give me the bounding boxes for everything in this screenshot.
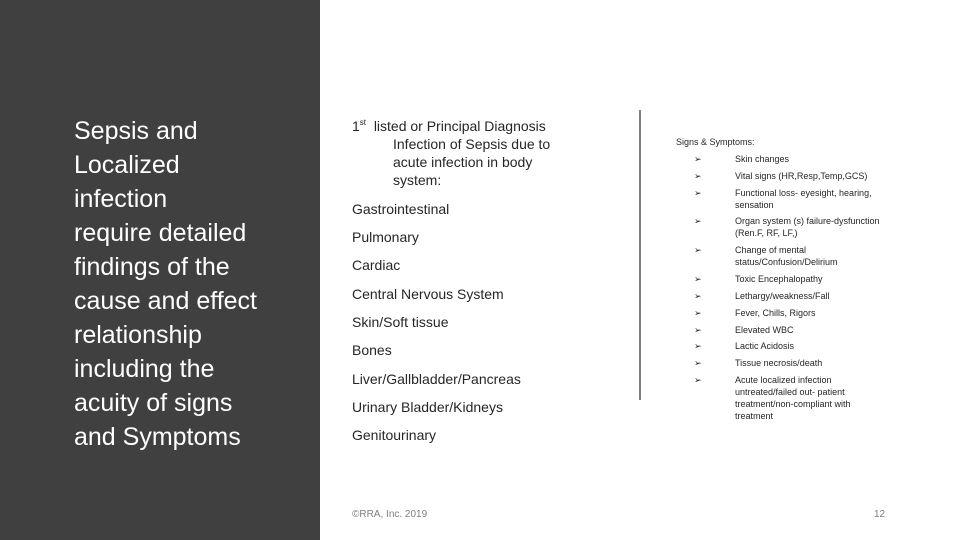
sign-text-line: untreated/failed out- patient <box>735 387 845 397</box>
heading-line-4: system: <box>393 172 442 188</box>
footer-copyright: ©RRA, Inc. 2019 <box>352 509 428 520</box>
heading-line-2: Infection of Sepsis due to <box>393 136 551 152</box>
heading-line-1: listed or Principal Diagnosis <box>373 118 546 134</box>
slide-title-line: findings of the <box>74 253 230 281</box>
arrow-bullet-icon: ➢ <box>694 308 702 318</box>
sign-text-line: Tissue necrosis/death <box>735 358 823 368</box>
signs-heading: Signs & Symptoms: <box>676 137 755 147</box>
slide-title-line: infection <box>74 185 168 213</box>
sign-text <box>735 215 885 239</box>
sign-text <box>735 170 885 182</box>
slide-title-line: and Symptoms <box>74 423 241 451</box>
sign-text-line: Lactic Acidosis <box>735 341 795 351</box>
sign-text-line: Fever, Chills, Rigors <box>735 308 816 318</box>
sign-text-line: Lethargy/weakness/Fall <box>735 291 830 301</box>
arrow-bullet-icon: ➢ <box>694 375 702 385</box>
arrow-bullet-icon: ➢ <box>694 171 702 181</box>
body-system-item: Central Nervous System <box>352 286 504 302</box>
sign-text-line: Acute localized infection <box>735 375 832 385</box>
arrow-bullet-icon: ➢ <box>694 325 702 335</box>
sign-text-line: Organ system (s) failure-dysfunction <box>735 216 880 226</box>
slide-title-line: cause and effect <box>74 287 258 315</box>
vertical-divider <box>639 110 641 400</box>
sign-text <box>735 273 885 285</box>
heading-line-3: acute infection in body <box>393 154 533 170</box>
body-system-item: Urinary Bladder/Kidneys <box>352 399 503 415</box>
slide-title-line: relationship <box>74 321 202 349</box>
body-system-item: Liver/Gallbladder/Pancreas <box>352 371 521 387</box>
body-system-item: Gastrointestinal <box>352 201 450 217</box>
arrow-bullet-icon: ➢ <box>694 154 702 164</box>
page-number: 12 <box>874 509 886 520</box>
arrow-bullet-icon: ➢ <box>694 341 702 351</box>
sign-text <box>735 290 885 302</box>
sign-text <box>735 357 885 369</box>
sign-text <box>735 244 885 268</box>
sign-text <box>735 374 885 422</box>
arrow-bullet-icon: ➢ <box>694 274 702 284</box>
slide-title-line: acuity of signs <box>74 389 233 417</box>
body-system-item: Pulmonary <box>352 229 419 245</box>
sign-text-line: treatment <box>735 411 774 421</box>
body-system-item: Genitourinary <box>352 427 437 443</box>
slide-title-line: Localized <box>74 151 180 179</box>
sign-text-line: Toxic Encephalopathy <box>735 274 823 284</box>
arrow-bullet-icon: ➢ <box>694 216 702 226</box>
arrow-bullet-icon: ➢ <box>694 358 702 368</box>
sign-text <box>735 340 885 352</box>
sign-text-line: Change of mental <box>735 245 807 255</box>
sign-text <box>735 324 885 336</box>
body-system-item: Cardiac <box>352 257 401 273</box>
arrow-bullet-icon: ➢ <box>694 188 702 198</box>
ordinal-number: 1 <box>352 118 360 134</box>
slide-title <box>74 114 304 454</box>
principal-diagnosis-heading <box>352 114 602 189</box>
slide-title-line: require detailed <box>74 219 247 247</box>
sign-text <box>735 187 885 211</box>
slide-title-line: Sepsis and <box>74 117 198 145</box>
arrow-bullet-icon: ➢ <box>694 291 702 301</box>
sign-text-line: treatment/non-compliant with <box>735 399 851 409</box>
sign-text-line: Vital signs (HR,Resp,Temp,GCS) <box>735 171 868 181</box>
sign-text <box>735 153 885 165</box>
sign-text-line: status/Confusion/Delirium <box>735 257 838 267</box>
body-system-item: Skin/Soft tissue <box>352 314 449 330</box>
body-system-item: Bones <box>352 342 392 358</box>
ordinal-suffix: st <box>359 118 367 127</box>
sign-text-line: Functional loss- eyesight, hearing, <box>735 188 872 198</box>
slide-title-line: including the <box>74 355 215 383</box>
arrow-bullet-icon: ➢ <box>694 245 702 255</box>
sign-text <box>735 307 885 319</box>
sign-text-line: sensation <box>735 200 774 210</box>
sign-text-line: (Ren.F, RF, LF,) <box>735 228 798 238</box>
sign-text-line: Elevated WBC <box>735 325 794 335</box>
sign-text-line: Skin changes <box>735 154 790 164</box>
